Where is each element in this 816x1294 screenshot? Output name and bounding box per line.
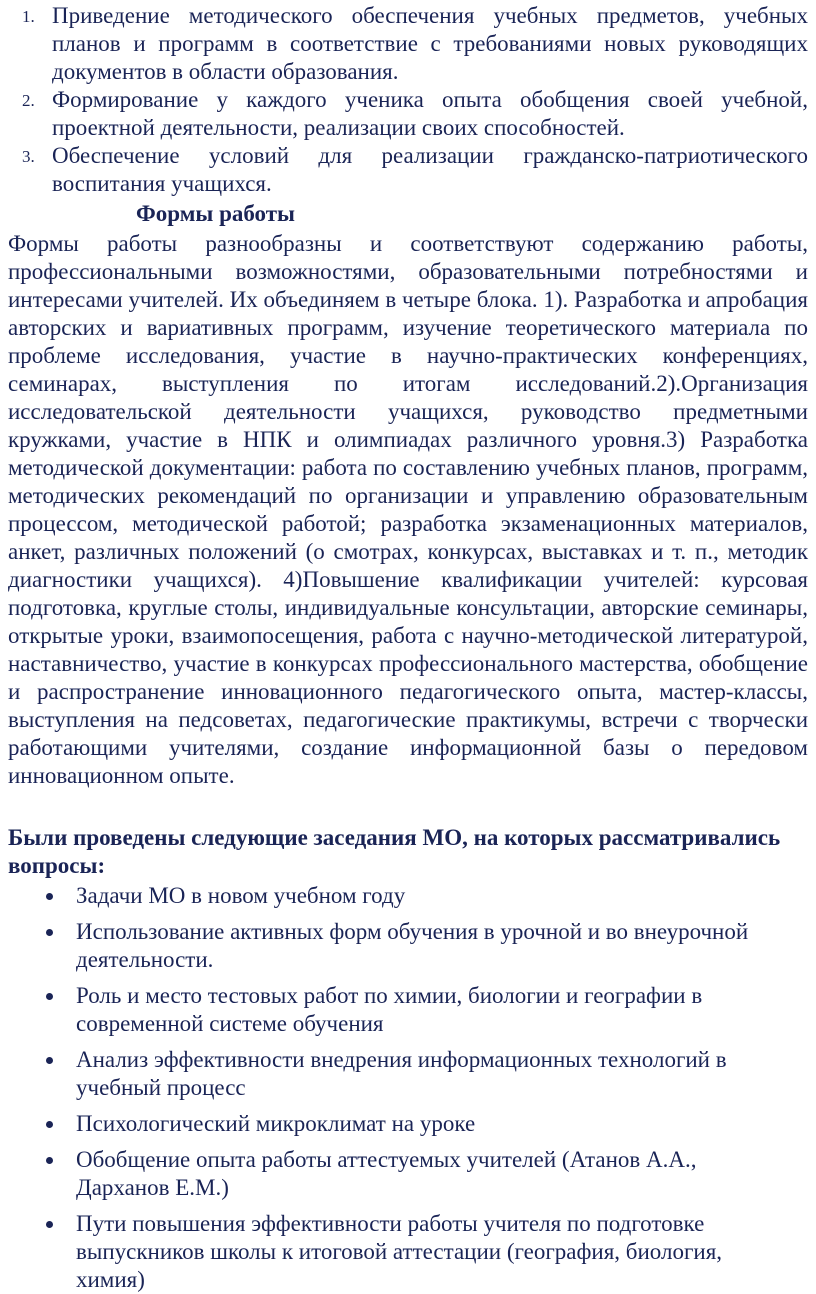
item-number: 3. [22, 147, 35, 166]
list-item [0, 142, 816, 198]
item-number: 1. [22, 7, 35, 26]
item-text: Использование активных форм обучения в урочной и во внеурочной деятельности. [76, 919, 749, 972]
list-item [0, 1146, 816, 1202]
item-text: Обеспечение условий для реализации гражданско-патриотического воспитания учащихся. [52, 143, 808, 196]
list-item [0, 86, 816, 142]
list-item [0, 1210, 816, 1294]
item-text: Приведение методического обеспечения учебных предметов, учебных планов и программ в соответствие с требованиями новых руководящих документов в области образования. [52, 3, 808, 84]
bullet-icon [46, 993, 53, 1000]
forms-paragraph: Формы работы разнообразны и соответствуют содержанию работы, профессиональными возможностями, образовательными потребностями и интересами учителей. Их объединяем в четыре блока. 1). Разработка и апробация авторских и вариативных программ, изучение теоретического материала по проблеме исследования, участие в научно-практических конференциях, семинарах, выступления по итогам исследований.2).Организация исследовательской деятельности учащихся, руководство предметными кружками, участие в НПК и олимпиадах различного уровня.3) Разработка методической документации: работа по составлению учебных планов, программ, методических рекомендаций по организации и управлению образовательным процессом, методической работой; разработка экзаменационных материалов, анкет, различных положений (о смотрах, конкурсах, выставках и т. п., методик диагностики учащихся). 4)Повышение квалификации учителей: курсовая подготовка, круглые столы, индивидуальные консультации, авторские семинары, открытые уроки, взаимопосещения, работа с научно-методической литературой, наставничество, участие в конкурсах профессионального мастерства, обобщение и распространение инновационного педагогического опыта, мастер-классы, выступления на педсоветах, педагогические практикумы, встречи с творчески работающими учителями, создание информационной базы о передовом инновационном опыте. [8, 231, 808, 788]
bullet-icon [46, 1221, 53, 1228]
bullet-icon [46, 893, 53, 900]
item-text: Психологический микроклимат на уроке [76, 1111, 476, 1136]
bullet-icon [46, 929, 53, 936]
list-item [0, 1110, 816, 1138]
forms-heading: Формы работы [136, 201, 296, 226]
bullet-icon [46, 1057, 53, 1064]
item-text: Роль и место тестовых работ по химии, биологии и географии в современной системе обучения [76, 983, 703, 1036]
list-item [0, 918, 816, 974]
bullet-icon [46, 1157, 53, 1164]
meetings-bullet-list [0, 882, 816, 1294]
bullet-icon [46, 1121, 53, 1128]
item-text: Задачи МО в новом учебном году [76, 883, 406, 908]
item-text: Формирование у каждого ученика опыта обобщения своей учебной, проектной деятельности, реализации своих способностей. [52, 87, 808, 140]
forms-paragraph-block [8, 230, 808, 790]
meetings-heading: Были проведены следующие заседания МО, на которых рассматривались вопросы: [8, 825, 781, 878]
item-text: Пути повышения эффективности работы учителя по подготовке выпускников школы к итоговой аттестации (география, биология, химия) [76, 1211, 723, 1292]
list-item [0, 2, 816, 86]
item-text: Обобщение опыта работы аттестуемых учителей (Атанов А.А., Дарханов Е.М.) [76, 1147, 697, 1200]
list-item [0, 882, 816, 910]
goals-numbered-list [0, 2, 816, 198]
list-item [0, 982, 816, 1038]
list-item [0, 1046, 816, 1102]
item-text: Анализ эффективности внедрения информационных технологий в учебный процесс [76, 1047, 727, 1100]
item-number: 2. [22, 91, 35, 110]
